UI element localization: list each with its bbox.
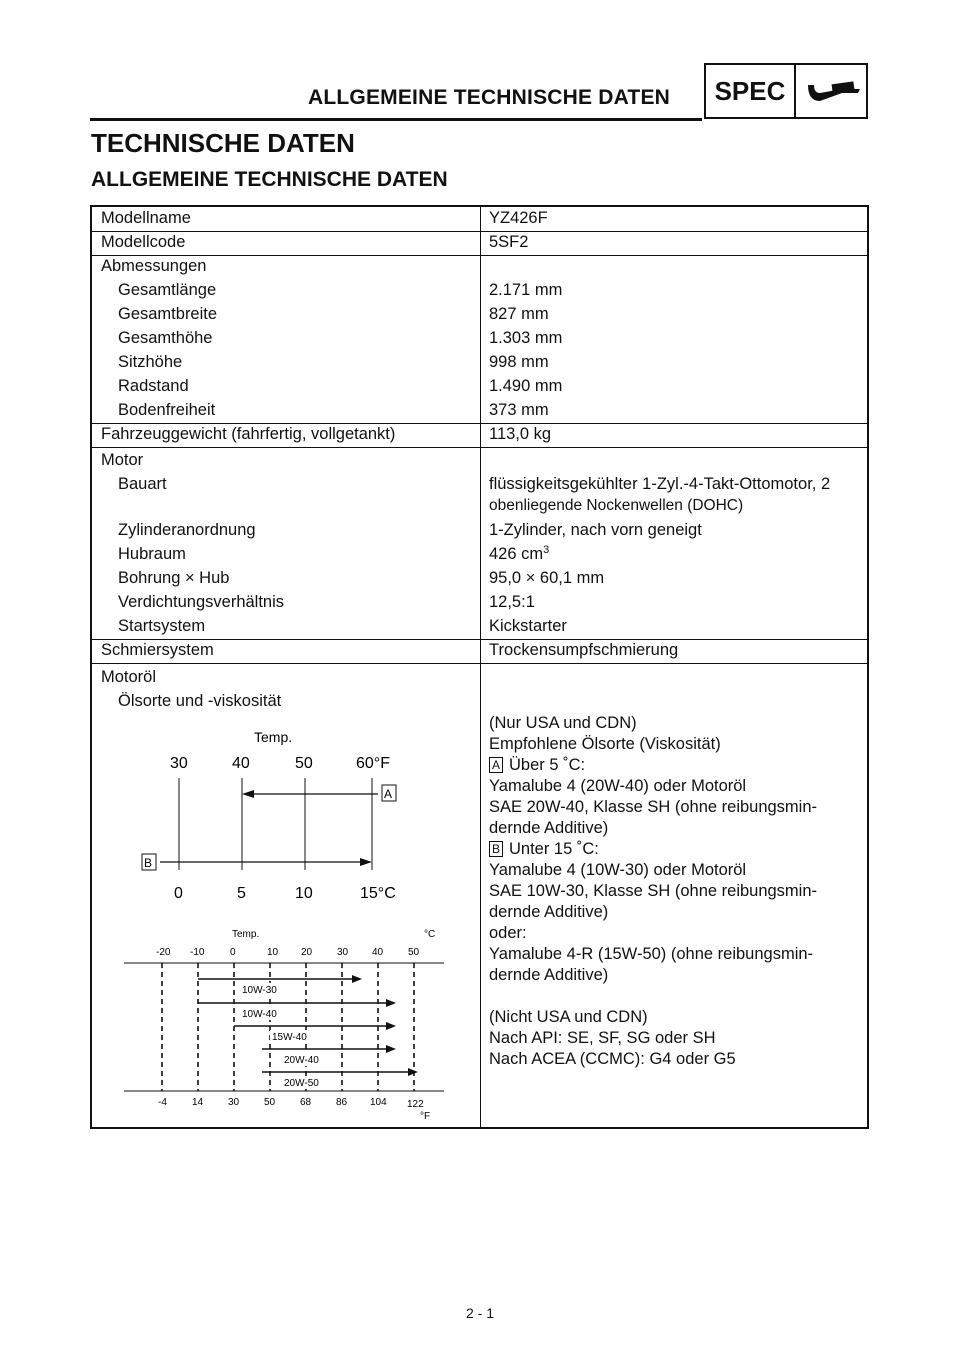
modellcode-label: Modellcode bbox=[101, 233, 186, 251]
note-line: Yamalube 4-R (15W-50) (ohne reibungsmin- bbox=[489, 945, 814, 963]
row-divider bbox=[92, 447, 867, 448]
diagram1-label-b: B bbox=[144, 856, 153, 870]
note-text: Unter 15 ˚C: bbox=[509, 840, 599, 858]
f-label: 122 bbox=[407, 1099, 424, 1110]
f-label: 86 bbox=[336, 1097, 348, 1108]
viscosity-diagram bbox=[122, 919, 452, 1129]
gesamthoehe-value: 1.303 mm bbox=[489, 329, 563, 347]
note-line: dernde Additive) bbox=[489, 819, 609, 837]
f-label: 30 bbox=[228, 1097, 240, 1108]
bauart-value-line1: flüssigkeitsgekühlter 1-Zyl.-4-Takt-Ottomotor, 2 bbox=[489, 475, 831, 493]
wrench-icon bbox=[802, 75, 866, 114]
c-label: 20 bbox=[301, 947, 313, 958]
motor-label: Motor bbox=[101, 451, 144, 469]
gesamtlaenge-value: 2.171 mm bbox=[489, 281, 563, 299]
c-label: 50 bbox=[408, 947, 420, 958]
diagram1-label-a: A bbox=[384, 787, 393, 801]
note-line: Nach API: SE, SF, SG oder SH bbox=[489, 1029, 716, 1047]
modellname-value: YZ426F bbox=[489, 209, 548, 227]
note-line: (Nicht USA und CDN) bbox=[489, 1008, 648, 1026]
column-divider bbox=[480, 207, 481, 1127]
verdichtung-value: 12,5:1 bbox=[489, 593, 535, 611]
grade-label: 20W-50 bbox=[284, 1078, 319, 1089]
bohrung-label: Bohrung × Hub bbox=[118, 569, 230, 587]
c-label: 40 bbox=[372, 947, 384, 958]
note-line-b bbox=[489, 839, 599, 859]
c-label: -10 bbox=[190, 947, 205, 958]
hubraum-label: Hubraum bbox=[118, 545, 186, 563]
hubraum-superscript: 3 bbox=[543, 544, 550, 556]
diagram1-top-label: 30 bbox=[170, 755, 188, 772]
note-line: Empfohlene Ölsorte (Viskosität) bbox=[489, 735, 721, 753]
f-label: 68 bbox=[300, 1097, 312, 1108]
c-labels bbox=[156, 947, 420, 958]
radstand-value: 1.490 mm bbox=[489, 377, 563, 395]
motoroel-label: Motoröl bbox=[101, 668, 157, 686]
grade-label: 10W-30 bbox=[242, 985, 277, 996]
diagram2-unit-f: °F bbox=[420, 1111, 431, 1122]
gesamtbreite-value: 827 mm bbox=[489, 305, 549, 323]
diagram1-bottom-label: 0 bbox=[174, 885, 183, 902]
note-line: dernde Additive) bbox=[489, 903, 609, 921]
modellcode-value: 5SF2 bbox=[489, 233, 529, 251]
header-rule bbox=[90, 118, 702, 121]
grade-label: 20W-40 bbox=[284, 1055, 319, 1066]
note-line: SAE 20W-40, Klasse SH (ohne reibungsmin- bbox=[489, 798, 818, 816]
running-header-title: ALLGEMEINE TECHNISCHE DATEN bbox=[308, 86, 671, 109]
grade-label: 10W-40 bbox=[242, 1009, 277, 1020]
gesamthoehe-label: Gesamthöhe bbox=[118, 329, 213, 347]
page-number: 2 - 1 bbox=[465, 1305, 494, 1321]
f-label: 14 bbox=[192, 1097, 204, 1108]
note-line: SAE 10W-30, Klasse SH (ohne reibungsmin- bbox=[489, 882, 818, 900]
grade-label: 15W-40 bbox=[272, 1032, 307, 1043]
c-label: 10 bbox=[267, 947, 279, 958]
c-label: -20 bbox=[156, 947, 171, 958]
diagram1-bottom-label: 15°C bbox=[360, 885, 396, 902]
bauart-label: Bauart bbox=[118, 475, 167, 493]
label-b-box: B bbox=[489, 841, 503, 857]
label-a-box: A bbox=[489, 757, 503, 773]
schmiersystem-label: Schmiersystem bbox=[101, 641, 214, 659]
row-divider bbox=[92, 255, 867, 256]
verdichtung-label: Verdichtungsverhältnis bbox=[118, 593, 285, 611]
note-line-a bbox=[489, 755, 585, 775]
zylinder-value: 1-Zylinder, nach vorn geneigt bbox=[489, 521, 702, 539]
oelsorte-label: Ölsorte und -viskosität bbox=[118, 692, 282, 710]
hubraum-value bbox=[489, 544, 549, 566]
diagram1-bottom-label: 5 bbox=[237, 885, 246, 902]
gesamtlaenge-label: Gesamtlänge bbox=[118, 281, 217, 299]
note-text: Über 5 ˚C: bbox=[509, 756, 586, 774]
hubraum-number: 426 cm bbox=[489, 545, 544, 563]
bohrung-value: 95,0 × 60,1 mm bbox=[489, 569, 605, 587]
diagram1-top-label: 60°F bbox=[356, 755, 390, 772]
note-line: Nach ACEA (CCMC): G4 oder G5 bbox=[489, 1050, 736, 1068]
diagram1-top-label: 50 bbox=[295, 755, 313, 772]
f-labels bbox=[158, 1097, 424, 1110]
gesamtbreite-label: Gesamtbreite bbox=[118, 305, 218, 323]
diagram2-title: Temp. bbox=[232, 929, 260, 940]
note-line: Yamalube 4 (10W-30) oder Motoröl bbox=[489, 861, 747, 879]
startsystem-value: Kickstarter bbox=[489, 617, 567, 635]
spec-badge bbox=[704, 63, 868, 119]
sitzhoehe-label: Sitzhöhe bbox=[118, 353, 183, 371]
bodenfreiheit-value: 373 mm bbox=[489, 401, 549, 419]
spec-label: SPEC bbox=[706, 65, 796, 117]
c-label: 0 bbox=[230, 947, 236, 958]
diagram2-unit-c: °C bbox=[424, 929, 436, 940]
spec-table bbox=[90, 205, 869, 1129]
f-label: 50 bbox=[264, 1097, 276, 1108]
f-label: 104 bbox=[370, 1097, 387, 1108]
abmessungen-label: Abmessungen bbox=[101, 257, 207, 275]
c-label: 30 bbox=[337, 947, 349, 958]
radstand-label: Radstand bbox=[118, 377, 189, 395]
modellname-label: Modellname bbox=[101, 209, 191, 227]
diagram1-bottom-label: 10 bbox=[295, 885, 313, 902]
bauart-value-line2: obenliegende Nockenwellen (DOHC) bbox=[489, 497, 744, 514]
row-divider bbox=[92, 231, 867, 232]
gewicht-value: 113,0 kg bbox=[489, 425, 552, 443]
gewicht-label: Fahrzeuggewicht (fahrfertig, vollgetankt) bbox=[101, 425, 396, 443]
f-label: -4 bbox=[158, 1097, 167, 1108]
schmiersystem-value: Trockensumpfschmierung bbox=[489, 641, 679, 659]
temperature-diagram-ab bbox=[130, 724, 420, 904]
note-line: dernde Additive) bbox=[489, 966, 609, 984]
bodenfreiheit-label: Bodenfreiheit bbox=[118, 401, 216, 419]
note-line: oder: bbox=[489, 924, 527, 942]
note-line: (Nur USA und CDN) bbox=[489, 714, 637, 732]
row-divider bbox=[92, 663, 867, 664]
zylinder-label: Zylinderanordnung bbox=[118, 521, 256, 539]
sitzhoehe-value: 998 mm bbox=[489, 353, 549, 371]
note-line: Yamalube 4 (20W-40) oder Motoröl bbox=[489, 777, 747, 795]
section-title: ALLGEMEINE TECHNISCHE DATEN bbox=[91, 168, 448, 191]
diagram1-title: Temp. bbox=[254, 729, 293, 745]
startsystem-label: Startsystem bbox=[118, 617, 206, 635]
diagram1-top-label: 40 bbox=[232, 755, 250, 772]
page-title: TECHNISCHE DATEN bbox=[91, 128, 355, 158]
